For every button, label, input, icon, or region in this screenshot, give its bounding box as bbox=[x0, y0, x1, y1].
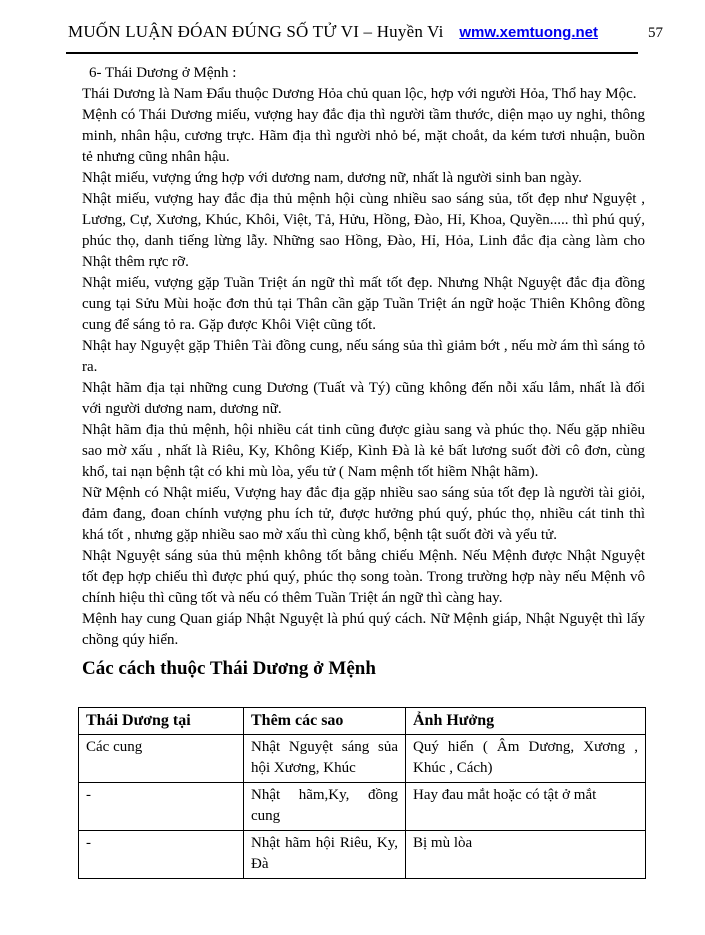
paragraph: Nhật hay Nguyệt gặp Thiên Tài đồng cung, nếu sáng sủa thì giảm bớt , nếu mờ ám thì sáng tỏ ra. bbox=[82, 338, 645, 375]
effects-table bbox=[78, 707, 646, 879]
table-header-them-cac-sao: Thêm các sao bbox=[244, 708, 406, 735]
paragraph: Nhật Nguyệt sáng sủa thủ mệnh không tốt bằng chiếu Mệnh. Nếu Mệnh được Nhật Nguyệt tốt đẹp hợp chiếu thì được phú quý, phúc thọ song toàn. Trong trường hợp này nếu Mệnh vô chính hiệu thì cũng tốt và nếu có thêm Tuần Triệt án ngữ thì càng hay. bbox=[82, 548, 645, 606]
paragraph: Mệnh hay cung Quan giáp Nhật Nguyệt là phú quý cách. Nữ Mệnh giáp, Nhật Nguyệt thì lấy chồng qúy hiển. bbox=[82, 611, 645, 648]
table-row bbox=[79, 735, 646, 783]
body-text bbox=[82, 63, 645, 651]
table-header-row bbox=[79, 708, 646, 735]
table-cell: Nhật hãm,Ky, đồng cung bbox=[244, 783, 406, 831]
table-cell: Bị mù lòa bbox=[406, 831, 646, 879]
paragraph: Nhật miếu, vượng gặp Tuần Triệt án ngữ thì mất tốt đẹp. Nhưng Nhật Nguyệt đắc địa đồng cung tại Sửu Mùi hoặc đơn thủ tại Thân cần gặp Tuần Triệt án ngữ hoặc Thiên Không đồng cung để sáng tỏ ra. Gặp được Khôi Việt cũng tốt. bbox=[82, 275, 645, 333]
page-number: 57 bbox=[648, 25, 663, 41]
paragraph-section-title: 6- Thái Dương ở Mệnh : bbox=[89, 65, 237, 81]
header-divider bbox=[66, 52, 638, 54]
paragraph: Mệnh có Thái Dương miếu, vượng hay đắc địa thì người tầm thước, diện mạo uy nghi, thông minh, nhân hậu, cương trực. Hãm địa thì người nhỏ bé, mặt choắt, da kém tươi nhuận, buồn tẻ nhưng cũng nhân hậu. bbox=[82, 107, 645, 165]
table-cell: Nhật Nguyệt sáng sủa hội Xương, Khúc bbox=[244, 735, 406, 783]
table-cell: Quý hiển ( Âm Dương, Xương , Khúc , Cách) bbox=[406, 735, 646, 783]
paragraph: Nhật miếu, vượng hay đắc địa thủ mệnh hội cùng nhiều sao sáng sủa, tốt đẹp như Nguyệt , Lương, Cự, Xương, Khúc, Khôi, Việt, Tả, Hửu, Hồng, Đào, Hỉ, Khoa, Quyền..... thì phú quý, phúc thọ, danh tiếng lừng lẫy. Những sao Hồng, Đào, Hỉ, Hỏa, Linh đắc địa càng làm cho Nhật thêm rực rỡ. bbox=[82, 191, 645, 270]
document-page bbox=[0, 22, 705, 935]
section-heading: Các cách thuộc Thái Dương ở Mệnh bbox=[82, 658, 376, 679]
document-title: MUỐN LUẬN ĐÓAN ĐÚNG SỐ TỬ VI – Huyền Vi bbox=[68, 22, 444, 41]
paragraph: Nhật hãm địa thủ mệnh, hội nhiều cát tinh cũng được giàu sang và phúc thọ. Nếu gặp nhiều sao mờ xấu , nhất là Riêu, Ky, Không Kiếp, Kình Đà là kẻ bất lương suốt đời cô đơn, cùng khổ, tai nạn bệnh tật có khi mù lòa, yểu tử ( Nam mệnh tốt hiềm Nhật hãm). bbox=[82, 422, 645, 480]
table-row bbox=[79, 783, 646, 831]
paragraph: Nhật hãm địa tại những cung Dương (Tuất và Tý) cũng không đến nỗi xấu lắm, nhất là đối với người dương nam, dương nữ. bbox=[82, 380, 645, 417]
table-header-anh-huong: Ảnh Hưởng bbox=[406, 708, 646, 735]
paragraph: Nhật miếu, vượng ứng hợp với dương nam, dương nữ, nhất là người sinh ban ngày. bbox=[82, 170, 582, 186]
table-cell: Nhật hãm hội Riêu, Ky, Đà bbox=[244, 831, 406, 879]
paragraph: Thái Dương là Nam Đẩu thuộc Dương Hỏa chủ quan lộc, hợp với người Hỏa, Thổ hay Mộc. bbox=[82, 86, 637, 102]
site-link[interactable]: wmw.xemtuong.net bbox=[459, 24, 598, 41]
table-cell: - bbox=[79, 831, 244, 879]
page-header bbox=[68, 22, 663, 42]
paragraph: Nữ Mệnh có Nhật miếu, Vượng hay đắc địa gặp nhiều sao sáng sủa tốt đẹp là người tài giỏi, đảm đang, đoan chính vượng phu ích tử, được hưởng phú quý, phúc thọ, nhiều cát tinh thì khá tốt , nhưng gặp nhiều sao mờ xấu thì cùng khổ, bệnh tật suốt đời và yểu tử. bbox=[82, 485, 645, 543]
table-cell: Các cung bbox=[79, 735, 244, 783]
table-row bbox=[79, 831, 646, 879]
table-cell: - bbox=[79, 783, 244, 831]
table-cell: Hay đau mắt hoặc có tật ở mắt bbox=[406, 783, 646, 831]
table-header-thai-duong-tai: Thái Dương tại bbox=[79, 708, 244, 735]
